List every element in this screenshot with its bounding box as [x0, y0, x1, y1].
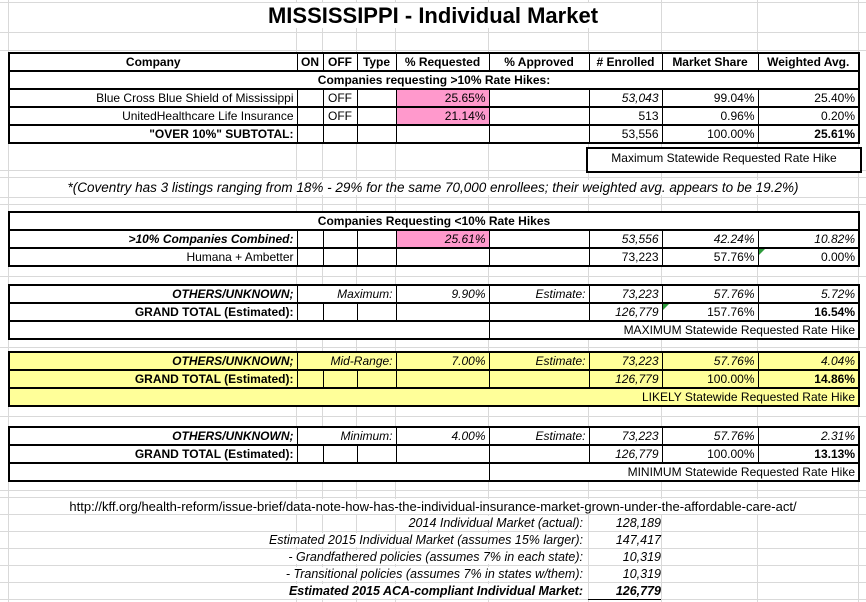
over-10-table: [8, 52, 860, 144]
gridline: [0, 416, 866, 417]
empty-cell: [357, 89, 396, 107]
grand-total-weighted-avg: 14.86%: [758, 370, 859, 388]
empty-cell: [357, 230, 396, 248]
col-header-type: Type: [357, 53, 396, 71]
summary-value: 10,319: [622, 567, 661, 581]
col-header-enrolled: # Enrolled: [589, 53, 662, 71]
minimum-rate: 4.00%: [396, 427, 489, 445]
humana-enrolled: 73,223: [589, 248, 662, 266]
grand-total-market-share: 157.76%: [662, 303, 758, 321]
bcbs-off: OFF: [323, 89, 357, 107]
summary-row-2015-estimate: [8, 532, 668, 549]
col-header-on: ON: [297, 53, 323, 71]
empty-cell: [9, 463, 489, 481]
subtotal-label: "OVER 10%" SUBTOTAL:: [9, 125, 297, 143]
bcbs-company: Blue Cross Blue Shield of Mississippi: [9, 89, 297, 107]
maximum-rate: 9.90%: [396, 285, 489, 303]
empty-cell: [489, 445, 589, 463]
section-header-under10: Companies Requesting <10% Rate Hikes: [9, 212, 859, 230]
estimate-label: Estimate:: [489, 427, 589, 445]
row-unitedhealthcare: [9, 107, 859, 125]
grand-total-label: GRAND TOTAL (Estimated):: [9, 303, 297, 321]
empty-cell: [357, 303, 396, 321]
row-combined: [9, 230, 859, 248]
empty-cell: [489, 125, 589, 143]
summary-row-grandfathered: [8, 549, 668, 566]
others-weighted-avg: 5.72%: [758, 285, 859, 303]
empty-cell: [323, 125, 357, 143]
minimum-estimate-table: [8, 426, 860, 482]
minimum-qualifier: Minimum:: [297, 427, 396, 445]
empty-cell: [396, 248, 489, 266]
empty-cell: [489, 370, 589, 388]
midrange-rate: 7.00%: [396, 352, 489, 370]
subtotal-market-share: 100.00%: [662, 125, 758, 143]
likely-statewide-note: LIKELY Statewide Requested Rate Hike: [9, 388, 859, 406]
others-enrolled: 73,223: [589, 285, 662, 303]
summary-value: 147,417: [615, 533, 661, 547]
summary-row-2014-market: [8, 515, 668, 532]
humana-market-share: 57.76%: [662, 248, 758, 266]
subtotal-weighted-avg: 25.61%: [758, 125, 859, 143]
grand-total-weighted-avg: 13.13%: [758, 445, 859, 463]
grand-total-enrolled: 126,779: [589, 303, 662, 321]
col-header-weighted-avg: Weighted Avg.: [758, 53, 859, 71]
grand-total-market-share: 100.00%: [662, 445, 758, 463]
empty-cell: [297, 107, 323, 125]
section-header-row: [9, 71, 859, 89]
estimate-label: Estimate:: [489, 285, 589, 303]
gridline: [0, 197, 866, 198]
grand-total-enrolled: 126,779: [589, 370, 662, 388]
empty-cell: [357, 370, 396, 388]
summary-row-transitional: [8, 566, 668, 583]
uhc-company: UnitedHealthcare Life Insurance: [9, 107, 297, 125]
bcbs-requested: 25.65%: [396, 89, 489, 107]
empty-cell: [396, 125, 489, 143]
empty-cell: [489, 303, 589, 321]
coventry-footnote: *(Coventry has 3 listings ranging from 18% - 29% for the same 70,000 enrollees; their weighted avg. appears to be 19.2%): [0, 180, 866, 195]
summary-label: 2014 Individual Market (actual):: [8, 515, 588, 532]
minimum-statewide-note: MINIMUM Statewide Requested Rate Hike: [489, 463, 859, 481]
summary-row-aca-compliant: [8, 583, 668, 600]
midrange-estimate-table: [8, 351, 860, 407]
empty-cell: [489, 107, 589, 125]
combined-enrolled: 53,556: [589, 230, 662, 248]
summary-label: Estimated 2015 ACA-compliant Individual Market:: [8, 583, 588, 600]
combined-weighted-avg: 10.82%: [758, 230, 859, 248]
uhc-off: OFF: [323, 107, 357, 125]
row-others-midrange: [9, 352, 859, 370]
summary-label: - Grandfathered policies (assumes 7% in each state):: [8, 549, 588, 566]
empty-cell: [357, 248, 396, 266]
empty-cell: [489, 248, 589, 266]
empty-cell: [297, 230, 323, 248]
col-header-approved: % Approved: [489, 53, 589, 71]
bcbs-weighted-avg: 25.40%: [758, 89, 859, 107]
empty-cell: [396, 370, 489, 388]
others-market-share: 57.76%: [662, 427, 758, 445]
grand-total-enrolled: 126,779: [589, 445, 662, 463]
empty-cell: [357, 445, 396, 463]
combined-label: >10% Companies Combined:: [9, 230, 297, 248]
empty-cell: [297, 248, 323, 266]
empty-cell: [297, 89, 323, 107]
bcbs-market-share: 99.04%: [662, 89, 758, 107]
empty-cell: [297, 125, 323, 143]
empty-cell: [357, 107, 396, 125]
col-header-off: OFF: [323, 53, 357, 71]
col-header-requested: % Requested: [396, 53, 489, 71]
row-maximum-note: [9, 321, 859, 339]
row-minimum-note: [9, 463, 859, 481]
others-weighted-avg: 4.04%: [758, 352, 859, 370]
row-bcbs: [9, 89, 859, 107]
grand-total-label: GRAND TOTAL (Estimated):: [9, 370, 297, 388]
gridline: [0, 347, 866, 348]
row-grand-total-maximum: [9, 303, 859, 321]
column-header-row: [9, 53, 859, 71]
others-label: OTHERS/UNKNOWN;: [9, 352, 297, 370]
empty-cell: [323, 445, 357, 463]
summary-label: - Transitional policies (assumes 7% in states w/them):: [8, 566, 588, 583]
others-label: OTHERS/UNKNOWN;: [9, 427, 297, 445]
summary-label: Estimated 2015 Individual Market (assumes 15% larger):: [8, 532, 588, 549]
empty-cell: [323, 248, 357, 266]
estimate-label: Estimate:: [489, 352, 589, 370]
maximum-statewide-note: MAXIMUM Statewide Requested Rate Hike: [489, 321, 859, 339]
others-weighted-avg: 2.31%: [758, 427, 859, 445]
row-likely-note: [9, 388, 859, 406]
empty-cell: [323, 370, 357, 388]
uhc-requested: 21.14%: [396, 107, 489, 125]
others-enrolled: 73,223: [589, 352, 662, 370]
uhc-market-share: 0.96%: [662, 107, 758, 125]
others-label: OTHERS/UNKNOWN;: [9, 285, 297, 303]
gridline: [0, 50, 866, 51]
combined-market-share: 42.24%: [662, 230, 758, 248]
empty-cell: [297, 445, 323, 463]
under-10-table: [8, 211, 860, 267]
row-grand-total-minimum: [9, 445, 859, 463]
grand-total-market-share: 100.00%: [662, 370, 758, 388]
empty-cell: [396, 445, 489, 463]
summary-value: 128,189: [615, 516, 661, 530]
empty-cell: [489, 230, 589, 248]
col-header-market-share: Market Share: [662, 53, 758, 71]
empty-cell: [357, 125, 396, 143]
gridline: [0, 204, 866, 205]
section-header-row: [9, 212, 859, 230]
row-over10-subtotal: [9, 125, 859, 143]
subtotal-enrolled: 53,556: [589, 125, 662, 143]
bcbs-enrolled: 53,043: [589, 89, 662, 107]
empty-cell: [323, 303, 357, 321]
source-url[interactable]: http://kff.org/health-reform/issue-brief/data-note-how-has-the-individual-insurance-market-grown-under-the-affordable-care-act/: [0, 499, 866, 514]
maximum-qualifier: Maximum:: [297, 285, 396, 303]
others-enrolled: 73,223: [589, 427, 662, 445]
humana-label: Humana + Ambetter: [9, 248, 297, 266]
gridline: [0, 177, 866, 178]
empty-cell: [297, 303, 323, 321]
row-others-maximum: [9, 285, 859, 303]
humana-weighted-avg: 0.00%: [758, 248, 859, 266]
uhc-enrolled: 513: [589, 107, 662, 125]
row-humana-ambetter: [9, 248, 859, 266]
others-market-share: 57.76%: [662, 285, 758, 303]
uhc-weighted-avg: 0.20%: [758, 107, 859, 125]
maximum-estimate-table: [8, 284, 860, 340]
row-others-minimum: [9, 427, 859, 445]
grand-total-weighted-avg: 16.54%: [758, 303, 859, 321]
combined-requested: 25.61%: [396, 230, 489, 248]
empty-cell: [489, 89, 589, 107]
empty-cell: [323, 230, 357, 248]
empty-cell: [9, 321, 489, 339]
col-header-company: Company: [9, 53, 297, 71]
empty-cell: [297, 370, 323, 388]
others-market-share: 57.76%: [662, 352, 758, 370]
page-title: MISSISSIPPI - Individual Market: [0, 3, 866, 29]
max-statewide-note: Maximum Statewide Requested Rate Hike: [586, 147, 862, 173]
summary-value: 126,779: [588, 583, 661, 600]
section-header-over10: Companies requesting >10% Rate Hikes:: [9, 71, 859, 89]
empty-cell: [396, 303, 489, 321]
gridline: [0, 276, 866, 277]
summary-value: 10,319: [622, 550, 661, 564]
gridline: [0, 32, 866, 33]
row-grand-total-midrange: [9, 370, 859, 388]
grand-total-label: GRAND TOTAL (Estimated):: [9, 445, 297, 463]
midrange-qualifier: Mid-Range:: [297, 352, 396, 370]
gridline: [0, 497, 866, 498]
gridline: [0, 490, 866, 491]
market-size-summary: [8, 515, 668, 600]
